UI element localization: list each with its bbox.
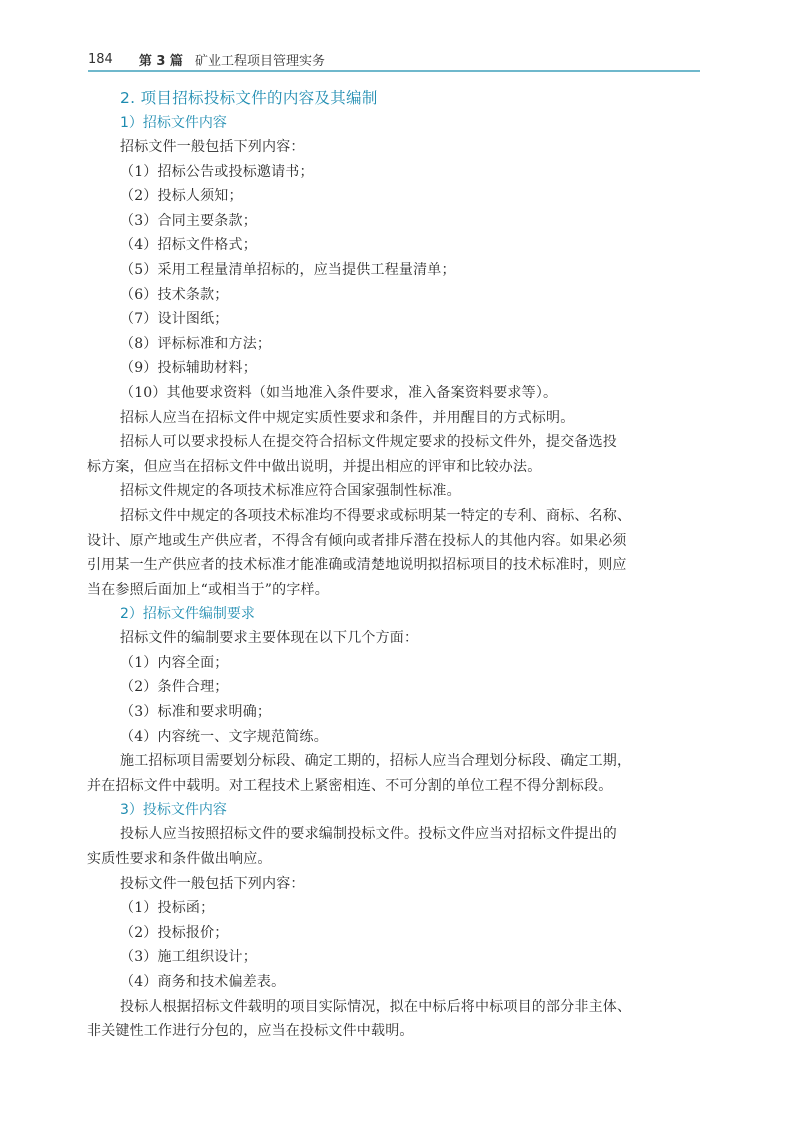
subsection-heading-3: 3）投标文件内容	[120, 802, 227, 819]
section-heading: 2. 项目招标投标文件的内容及其编制	[120, 89, 378, 107]
paragraph: 招标文件规定的各项技术标准应符合国家强制性标准。	[120, 483, 461, 500]
list-intro: 投标文件一般包括下列内容：	[120, 875, 305, 892]
paragraph-line: 当在参照后面加上“或相当于”的字样。	[87, 581, 329, 598]
list-item: （9）投标辅助材料；	[120, 360, 257, 377]
list-item: （4）招标文件格式；	[120, 237, 257, 254]
list-item: （8）评标标准和方法；	[120, 335, 272, 352]
subsection-heading-2: 2）招标文件编制要求	[120, 606, 255, 623]
paragraph: 招标人应当在招标文件中规定实质性要求和条件，并用醒目的方式标明。	[120, 409, 575, 426]
paragraph-line: 投标人根据招标文件载明的项目实际情况，拟在中标后将中标项目的部分非主体、	[120, 998, 632, 1015]
paragraph-line: 招标人可以要求投标人在提交符合招标文件规定要求的投标文件外，提交备选投	[120, 434, 617, 451]
paragraph-line: 引用某一生产供应者的技术标准才能准确或清楚地说明拟招标项目的技术标准时，则应	[87, 557, 627, 574]
list-item: （1）投标函；	[120, 900, 215, 917]
list-item: （7）设计图纸；	[120, 311, 229, 328]
list-item: （6）技术条款；	[120, 286, 229, 303]
list-item: （2）投标人须知；	[120, 188, 243, 205]
paragraph-line: 标方案，但应当在招标文件中做出说明，并提出相应的评审和比较办法。	[87, 458, 542, 475]
list-intro: 招标文件一般包括下列内容：	[120, 139, 305, 155]
list-item: （2）投标报价；	[120, 924, 229, 941]
page-body	[87, 86, 701, 1044]
list-item: （3）施工组织设计；	[120, 949, 257, 966]
list-item: （3）合同主要条款；	[120, 212, 257, 229]
paragraph-line: 施工招标项目需要划分标段、确定工期的，招标人应当合理划分标段、确定工期，	[120, 753, 632, 770]
list-item: （1）招标公告或投标邀请书；	[120, 163, 314, 180]
list-item: （4）商务和技术偏差表。	[120, 974, 286, 990]
list-item: （5）采用工程量清单招标的，应当提供工程量清单；	[120, 261, 456, 278]
list-item: （1）内容全面；	[120, 654, 229, 671]
paragraph-line: 非关键性工作进行分包的，应当在投标文件中载明。	[87, 1023, 414, 1040]
paragraph-line: 投标人应当按照招标文件的要求编制投标文件。投标文件应当对招标文件提出的	[120, 826, 617, 843]
subsection-heading-1: 1）招标文件内容	[120, 115, 227, 131]
page-number: 184	[88, 51, 113, 67]
paragraph-line: 招标文件中规定的各项技术标准均不得要求或标明某一特定的专利、商标、名称、	[120, 507, 632, 524]
part-label: 第 3 篇	[138, 53, 183, 69]
list-item: （2）条件合理；	[120, 679, 229, 696]
list-item: （3）标准和要求明确；	[120, 704, 272, 721]
list-intro: 招标文件的编制要求主要体现在以下几个方面：	[120, 630, 419, 647]
paragraph-line: 实质性要求和条件做出响应。	[87, 851, 272, 868]
book-title: 矿业工程项目管理实务	[194, 53, 325, 69]
list-item: （4）内容统一、文字规范简练。	[120, 728, 328, 745]
running-header	[88, 48, 700, 70]
paragraph-line: 设计、原产地或生产供应者，不得含有倾向或者排斥潜在投标人的其他内容。如果必须	[87, 532, 627, 549]
paragraph-line: 并在招标文件中载明。对工程技术上紧密相连、不可分割的单位工程不得分割标段。	[87, 777, 613, 794]
header-rule	[88, 70, 700, 72]
list-item: （10）其他要求资料（如当地准入条件要求，准入备案资料要求等）。	[120, 384, 558, 401]
